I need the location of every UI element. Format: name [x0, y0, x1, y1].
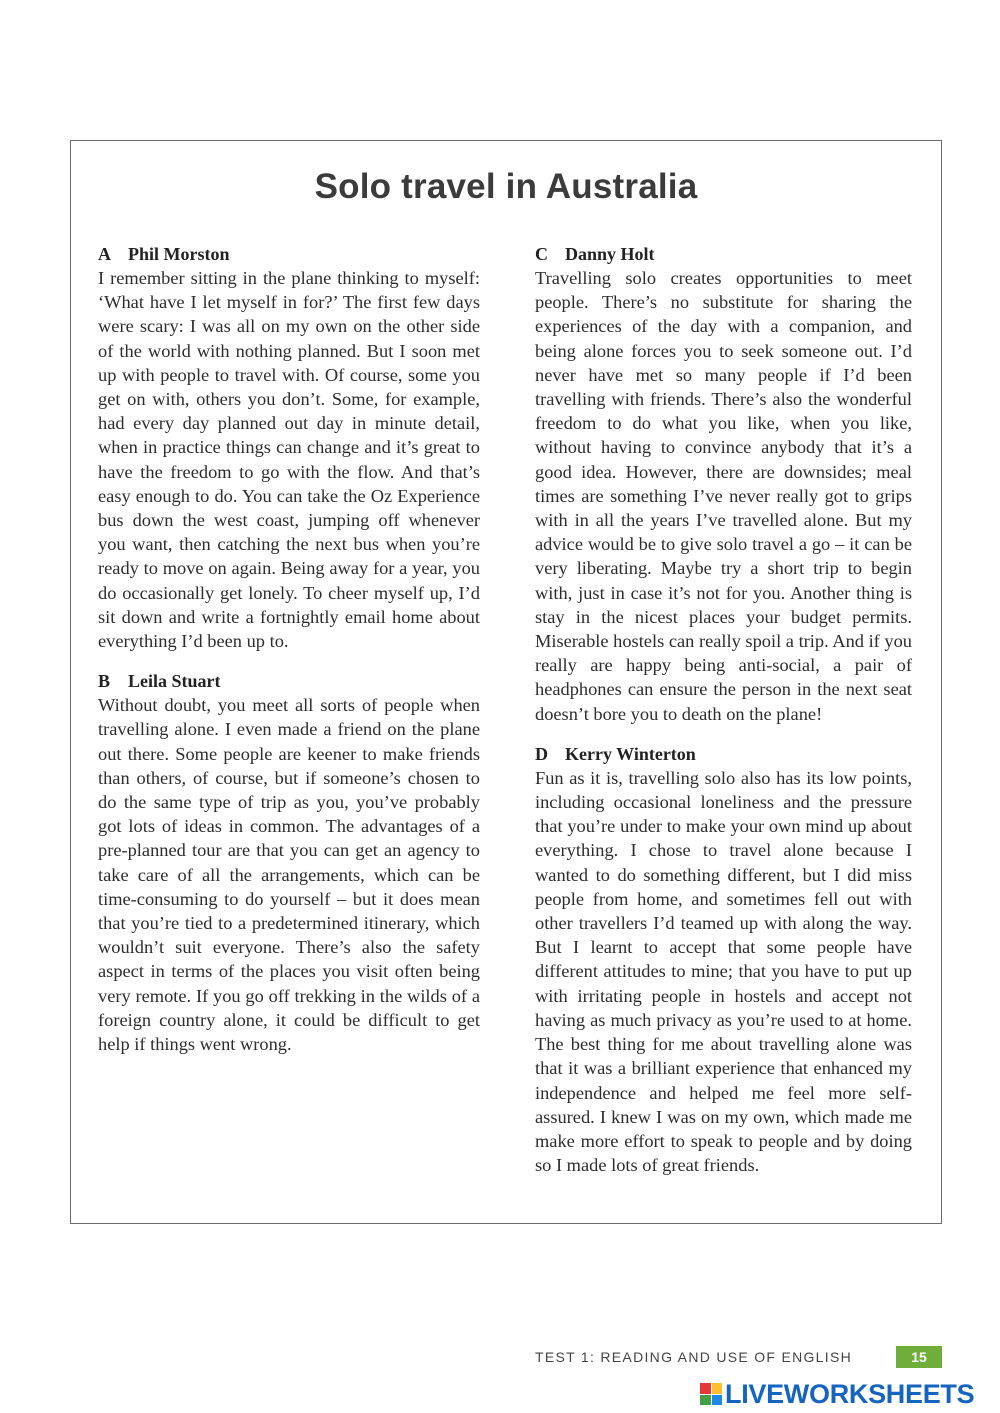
page-title: Solo travel in Australia: [314, 167, 698, 206]
left-column: [98, 242, 480, 1072]
section-c-letter: C: [535, 244, 548, 264]
section-c-text: Travelling solo creates opportunities to meet people. There’s no substitute for sharing the experiences of the day with a companion, and being alone forces you to seek someone out. I’d never have met so many people if I’d been travelling with friends. There’s also the wonderful freedom to do what you like, when you like, without having to convince anybody that it’s a good idea. However, there are downsides; meal times are something I’ve never really got to grips with in all the years I’ve travelled alone. But my advice would be to give solo travel a go – it can be very liberating. Maybe try a short trip to begin with, just in case it’s not for you. Another thing is stay in the nicest places your budget permits. Miserable hostels can really spoil a trip. And if you really are happy being anti-social, a pair of headphones can ensure the person in the next seat doesn’t bore you to death on the plane!: [535, 268, 912, 724]
section-d-author: Kerry Winterton: [565, 743, 696, 764]
section-d-heading: [535, 742, 912, 766]
running-head: TEST 1: READING AND USE OF ENGLISH: [535, 1349, 853, 1365]
section-a-author: Phil Morston: [128, 244, 230, 264]
watermark-text: LIVEWORKSHEETS: [725, 1378, 975, 1409]
section-d-text: Fun as it is, travelling solo also has its low points, including occasional loneliness and the pressure that you’re under to make your own mind up about everything. I chose to travel alone because I wanted to do something different, but I did miss people from home, and sometimes fell out with other travellers I’d teamed up with along the way. But I learnt to accept that some people have different attitudes to mine; that you have to put up with irritating people in hostels and accept not having as much privacy as you’re used to at home. The best thing for me about travelling alone was that it was a brilliant experience that enhanced my independence and helped me feel more self-assured. I knew I was on my own, which made me make more effort to speak to people and by doing so I made lots of great friends.: [535, 767, 912, 1176]
section-b: [98, 669, 480, 1056]
section-a-text: I remember sitting in the plane thinking to myself: ‘What have I let myself in for?’ The first few days were scary: I was all on my own on the other side of the world with nothing planned. But I soon met up with people to travel with. Of course, some you get on with, others you don’t. Some, for example, had every day planned out day in minute detail, when in practice things can change and it’s great to have the freedom to go with the flow. And that’s easy enough to do. You can take the Oz Experience bus down the west coast, jumping off whenever you want, then catching the next bus when you’re ready to move on again. Being away for a year, you do occasionally get lonely. To cheer myself up, I’d sit down and write a fortnightly email home about everything I’d been up to.: [98, 268, 480, 652]
section-a: [98, 242, 480, 653]
section-b-author: Leila Stuart: [128, 671, 221, 692]
liveworksheets-logo-icon: [700, 1383, 722, 1405]
page-number-badge: 15: [896, 1346, 942, 1368]
right-column: [535, 242, 912, 1193]
section-c-heading: [535, 242, 912, 266]
article-frame: [70, 140, 942, 1224]
section-c-author: Danny Holt: [565, 244, 655, 264]
section-b-text: Without doubt, you meet all sorts of people when travelling alone. I even made a friend on the plane out there. Some people are keener to make friends than others, of course, but if someone’s chosen to do the same type of trip as you, you’ve probably got lots of ideas in common. The advantages of a pre-planned tour are that you can get an agency to take care of all the arrangements, which can be time-consuming to do yourself – but it does mean that you’re tied to a predetermined itinerary, which wouldn’t suit everyone. There’s also the safety aspect in terms of the places you visit often being very remote. If you go off trekking in the wilds of a foreign country alone, it could be difficult to get help if things went wrong.: [98, 695, 480, 1055]
section-a-heading: [98, 242, 480, 266]
liveworksheets-watermark[interactable]: [700, 1379, 974, 1409]
section-b-heading: [98, 669, 480, 693]
section-b-letter: B: [98, 671, 111, 692]
section-c: [535, 242, 912, 726]
section-d-letter: D: [535, 743, 548, 764]
section-a-letter: A: [98, 244, 111, 264]
section-d: [535, 742, 912, 1177]
